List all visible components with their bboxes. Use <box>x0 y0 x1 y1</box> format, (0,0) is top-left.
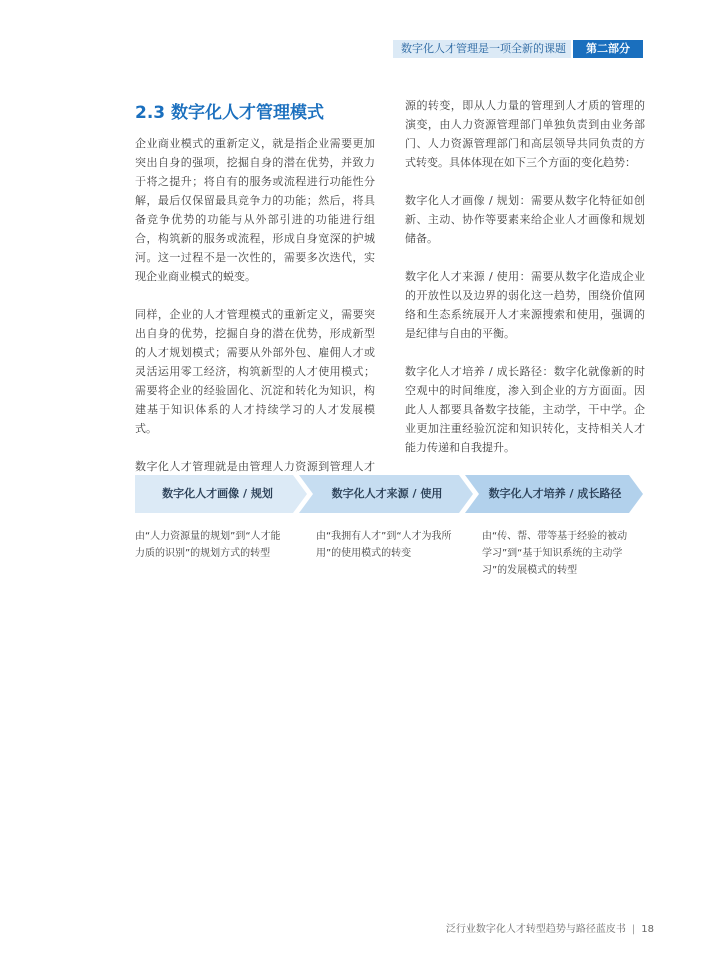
footer-title: 泛行业数字化人才转型趋势与路径蓝皮书 <box>445 924 626 935</box>
page-footer <box>446 920 654 935</box>
right-column <box>405 96 645 476</box>
paragraph: 同样，企业的人才管理模式的重新定义，需要突出自身的优势，挖掘自身的潜在优势，形成新型的人才规划模式；需要从外部外包、雇佣人才或灵活运用零工经济，构筑新型的人才使用模式；需要将企业的经验固化、沉淀和转化为知识，构建基于知识体系的人才持续学习的人才发展模式。 <box>135 308 375 435</box>
paragraph: 数字化人才画像 / 规划：需要从数字化特征如创新、主动、协作等要素来给企业人才画像和规划储备。 <box>405 194 645 245</box>
part-badge: 第二部分 <box>573 40 643 58</box>
paragraph: 数字化人才培养 / 成长路径：数字化就像新的时空观中的时间维度，渗入到企业的方方面面。因此人人都要具备数字技能，主动学，干中学。企业更加注重经验沉淀和知识转化，支持相关人才能力传递和自我提升。 <box>405 365 645 454</box>
process-flow <box>135 475 643 513</box>
process-desc-3: 由“传、帮、带等基于经验的被动学习”到“基于知识系统的主动学习”的发展模式的转型 <box>482 531 628 576</box>
process-desc-1: 由“人力资源量的规划”到“人才能力质的识别”的规划方式的转型 <box>135 531 281 559</box>
paragraph: 数字化人才来源 / 使用：需要从数字化造成企业的开放性以及边界的弱化这一趋势，围绕价值网络和生态系统展开人才来源搜索和使用，强调的是纪律与自由的平衡。 <box>405 270 645 340</box>
chapter-title: 数字化人才管理是一项全新的课题 <box>393 40 571 58</box>
chapter-header <box>393 40 643 58</box>
footer-divider: | <box>631 924 636 935</box>
section-title: 2.3 数字化人才管理模式 <box>135 103 325 123</box>
page-number: 18 <box>641 924 654 935</box>
paragraph: 源的转变，即从人力量的管理到人才质的管理的演变，由人力资源管理部门单独负责到由业务部门、人力资源管理部门和高层领导共同负责的方式转变。具体体现在如下三个方面的变化趋势： <box>405 99 645 169</box>
left-column <box>135 134 375 514</box>
paragraph: 企业商业模式的重新定义，就是指企业需要更加突出自身的强项，挖掘自身的潜在优势，并致力于将之提升；将自有的服务或流程进行功能性分解，最后仅保留最具竞争力的功能；然后，将具备竞争优势的功能与从外部引进的功能进行组合，构筑新的服务或流程，形成自身宽深的护城河。这一过程不是一次性的，需要多次迭代，实现企业商业模式的蜕变。 <box>135 137 375 283</box>
process-step-2: 数字化人才来源 / 使用 <box>331 487 443 500</box>
process-desc-2: 由“我拥有人才”到“人才为我所用”的使用模式的转变 <box>316 531 452 559</box>
paragraph: 数字化人才管理就是由管理人力资源到管理人才 <box>135 460 375 473</box>
process-step-1: 数字化人才画像 / 规划 <box>162 487 273 500</box>
process-step-3: 数字化人才培养 / 成长路径 <box>488 487 622 500</box>
